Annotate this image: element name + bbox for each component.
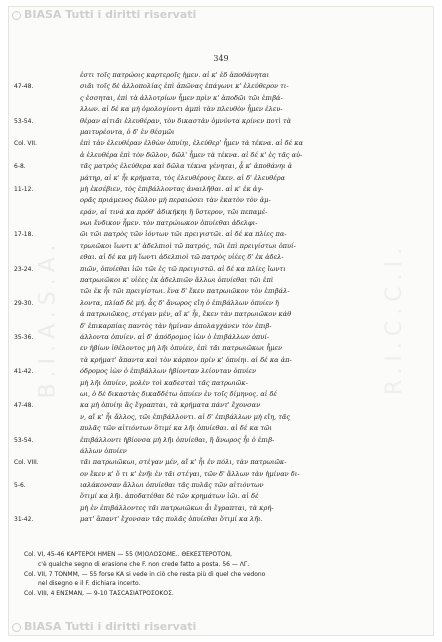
apparatus-note: Col. VI, 45-46 ΚΑΡΤΕΡΟΙ ΗΜΕΝ — 55 (Μ)ΟΛΟΣΟΜΕ.. ΘΕΚΕΣΤΕΡΟΤΟΝ, bbox=[24, 551, 233, 558]
text-line bbox=[8, 218, 434, 229]
text-line bbox=[8, 116, 434, 127]
text-line bbox=[8, 241, 434, 252]
text-line bbox=[8, 264, 434, 275]
text-line bbox=[8, 207, 434, 218]
copyright-seal-icon bbox=[12, 11, 21, 20]
text-line bbox=[8, 173, 434, 184]
watermark-top-text: BIASA Tutti i diritti riservati bbox=[24, 8, 197, 21]
line-text: λλων. αἱ δέ κα μὴ ὀμολογίοντι ἀμπὶ τὰν πλευθὸν ἦμεν ἐλευ- bbox=[80, 105, 283, 114]
text-line bbox=[8, 469, 434, 480]
text-line bbox=[8, 252, 434, 263]
greek-text-body bbox=[8, 70, 434, 526]
line-text: ορᾶς πριάμενος δῶλον μὴ περαιώσει τὰν ἑκατὸν τὸν ἀμ- bbox=[80, 196, 271, 205]
line-margin-ref: 23-24. bbox=[14, 265, 34, 273]
text-line bbox=[8, 127, 434, 138]
line-text: τρωιῶκοι ἴωντι κ' ἀδελπιοὶ τῶ πατρός, τῶι ἐπὶ πρειγίστωι ὀπυί- bbox=[80, 241, 296, 250]
text-line bbox=[8, 514, 434, 525]
line-text: μὴ ἐκσέβιεν, τὸς ἐπιβάλλοντας ἀναιλῆθαι. αἱ κ' ἐκ ἀγ- bbox=[80, 184, 264, 193]
watermark-side-right: R.I.C.C.I. bbox=[382, 241, 408, 396]
text-line bbox=[8, 366, 434, 377]
text-line bbox=[8, 435, 434, 446]
line-margin-ref: 11-12. bbox=[14, 185, 34, 193]
line-text: άλλοντα ὀπυίεν. αἱ δ' ἀπόδρομος ἰὼν ὁ ἐπιβάλλων ὀπυί- bbox=[80, 332, 270, 341]
text-line bbox=[8, 457, 434, 468]
text-line bbox=[8, 423, 434, 434]
line-text: ἁ ἐλευθέρα ἐπὶ τὸν δῶλον, δῶλ' ἦμεν τὰ τέκνα. αἱ δέ κ' ἐς τᾶς αὐ- bbox=[80, 150, 303, 159]
text-line bbox=[8, 378, 434, 389]
line-margin-ref: Col. VIII. bbox=[14, 459, 39, 467]
line-margin-ref: 41-42. bbox=[14, 368, 34, 376]
text-line bbox=[8, 138, 434, 149]
text-line bbox=[8, 446, 434, 457]
text-line bbox=[8, 275, 434, 286]
text-line bbox=[8, 298, 434, 309]
line-margin-ref: 31-42. bbox=[14, 516, 34, 524]
line-text: εράν, αἱ τινά κα πρόθ' ἀδικήκηι ἢ ὕστερον, τῶι πεπαμέ- bbox=[80, 207, 268, 216]
line-text: μὴ ἐν ἐπιβάλλοντες τᾶι πατρωιῶκωι ἆι ἔγραπται, τὰ κρή- bbox=[80, 503, 274, 512]
text-line bbox=[8, 184, 434, 195]
line-text: ὅτιμί κα λῆι. ἀποδατέθαι δὲ τῶν κρημάτων ἰῶι. αἱ δὲ bbox=[80, 492, 259, 501]
text-line bbox=[8, 389, 434, 400]
line-text: ἐστι τοῖς πατρώοις καρτεροῖς ἡμεν. αἱ κ' ἐδ ἀποθάνηται bbox=[80, 71, 270, 79]
line-text: ἁ πατρωιῶκος, στέγαν μέν, αἴ κ' ἦι, ἔκεν τὰν πατρωιῶκον κάθ bbox=[80, 310, 292, 319]
critical-apparatus bbox=[16, 550, 426, 599]
line-text: νωι ἔνδικον ἦμεν. τὸν πατρώιωκον ὀπυίεθαι ἀδελφι- bbox=[80, 219, 258, 228]
line-text: τῶι ἐκ ἦι τῶι πρειγίστωι. ἕνα δ' ἔκεν πατρωιῶκον τὸν ἐπιβάλ- bbox=[80, 287, 290, 296]
line-text: κα μὴ ὀπυίηι ἃς ἔγραπται, τὰ κρήματα πάντ' ἔχονσαν bbox=[80, 401, 261, 410]
text-line bbox=[8, 150, 434, 161]
text-line bbox=[8, 161, 434, 172]
text-line bbox=[8, 104, 434, 115]
line-text: ν, αἴ κ' ἦι ἄλλος, τῶι ἐπιβάλλοντι. αἱ δ' ἐπιβάλλων μὴ εἴη, τᾶς bbox=[80, 412, 291, 421]
line-text: λοντα, πλίαδ δὲ μή. ἆς δ' ἄνωρος εἴη ὁ ἐπιβάλλων ὀπυίεν ἢ bbox=[80, 298, 279, 307]
text-line bbox=[8, 321, 434, 332]
line-text: μαιτυρέοντα, ὁ δ' ἐν θέσμῶι bbox=[80, 127, 175, 136]
line-text: ωι, ὁ δὲ δικαστὰς δικαδδέτω ὀπυίεν ἐν τοῖς δίμηνος. αἱ δέ bbox=[80, 389, 277, 398]
line-text: ῶι τῶι πατρὸς τῶν ἰόντων τῶι πρειγιστῶι. αἱ δέ κα πλίες πα- bbox=[80, 230, 287, 239]
page-number: 349 bbox=[213, 54, 229, 63]
watermark-side-left: B.I.A.S.A. bbox=[35, 238, 61, 399]
line-margin-ref: 53-54. bbox=[14, 117, 34, 125]
text-line bbox=[8, 332, 434, 343]
line-text: ἐπιβάλλοντι ἡβίονσα μὴ λῆι ὀπυίεθαι, ἢ ἄνωρος ἦι ὁ ἐπιβ- bbox=[80, 435, 275, 444]
line-text: εθαι. αἱ δέ κα μὴ ἴωντι ἀδελπιοὶ τῶ πατρὸς υἱέες δ' ἐκ ἀδελ- bbox=[80, 253, 284, 262]
line-margin-ref: 47-48. bbox=[14, 83, 34, 91]
line-text: μάτηρ, αἱ κ' ἦι κρήματα, τὸς ἐλευθέρονς ἔκεν. αἱ δ' ἐλευθέρα bbox=[80, 173, 286, 182]
line-margin-ref: 35-36. bbox=[14, 333, 34, 341]
line-text: μὴ λῆι ὀπυίεν, μολὲν τοὶ καδεσταὶ τᾶς πατρωιῶκ- bbox=[80, 378, 248, 387]
line-text: ἐπὶ τὰν ἐλευθέραν ἐλθὼν ὀπυίηι, ἐλεύθερ' ἦμεν τὰ τέκνα. αἱ δέ κα bbox=[80, 139, 304, 148]
line-margin-ref: 17-18. bbox=[14, 231, 34, 239]
text-line bbox=[8, 503, 434, 514]
line-text: τᾶς ματρὸς ἐλεύθερα καὶ δῶλα τέκνα γένηται, ᾇ κ' ἀποθάνηι ἁ bbox=[80, 162, 293, 171]
text-line bbox=[8, 229, 434, 240]
text-line bbox=[8, 93, 434, 104]
text-line bbox=[8, 412, 434, 423]
line-margin-ref: Col. VII. bbox=[14, 140, 37, 148]
apparatus-note: nel disegno e il F. dichiara incerto. bbox=[38, 580, 141, 588]
line-text: ς ἐσσηται, ἐπὶ τὰ ἀλλοτρίων ἦμεν πρὶν κ' ἀποδῶι τῶι ἐπιβά- bbox=[80, 93, 283, 102]
apparatus-note: c'è qualche segno di erasione che F. non crede fatto a posta. 56 — ΛΓ. bbox=[38, 560, 250, 568]
text-line bbox=[8, 286, 434, 297]
text-line bbox=[8, 400, 434, 411]
line-text: τὰ κρήματ' ἅπαντα καὶ τὸν κάρπον πρίν κ' ὀπυίηι. αἱ δέ κα ἀπ- bbox=[80, 355, 292, 364]
watermark-top bbox=[8, 6, 212, 24]
line-text: σιᾶι τοῖς δὲ ἀλλοπολίας ἐπὶ ἀπῶνας ἐπάγωνι κ' ἐλεύθερον τι- bbox=[80, 82, 289, 91]
line-text: θέραν αἰτιᾶι ἐλευθέραν, τὸν δικαστὰν ὀμνύντα κρίνεν ποτὶ τὰ bbox=[80, 116, 292, 125]
line-margin-ref: 5-6. bbox=[14, 482, 26, 490]
line-text: ματ' ἅπαντ' ἔχονσαν τᾶς πυλᾶς ὀπυίεθαι ὅτιμί κα λῆι. bbox=[80, 515, 263, 524]
line-text: άλλων ὀπυίεν bbox=[80, 446, 127, 455]
line-text: πατρωιῶκοι κ' υἱέες ἐκ ἀδελπιῶν ἄλλωι ὀπυίεθαι τῶι ἐπὶ bbox=[80, 276, 274, 285]
line-margin-ref: 47-48. bbox=[14, 402, 34, 410]
text-line bbox=[8, 355, 434, 366]
line-margin-ref: 6-8. bbox=[14, 163, 26, 171]
watermark-bottom-text: BIASA Tutti i diritti riservati bbox=[24, 620, 197, 633]
line-margin-ref: 29-30. bbox=[14, 299, 34, 307]
text-line bbox=[8, 491, 434, 502]
line-margin-ref: 53-54. bbox=[14, 436, 34, 444]
line-text: πυλᾶς τῶν αἰτιόντων ὅτιμί κα λῆι ὀπυίεθαι. αἱ δέ κα τῶι bbox=[80, 424, 272, 433]
apparatus-note: Col. VIII, 4 ΕΝΣΜΑΝ, — 9-10 ΤΑΣCΑΣΙΑΤΡΟΣΟΚΟΣ. bbox=[24, 590, 174, 598]
copyright-seal-icon bbox=[12, 623, 21, 632]
text-line bbox=[8, 81, 434, 92]
document-page bbox=[8, 6, 434, 636]
line-text: όδρομος ἰὼν ὁ ἐπιβάλλων ἡβίονταν λείονταν ὀπυίεν bbox=[80, 367, 256, 376]
apparatus-note: Col. VII, 7 ΤΟΝΜΜ, — 55 forse ΚΑ si vede in ciò che resta più di quel che vedono bbox=[24, 570, 266, 578]
text-line bbox=[8, 195, 434, 206]
line-text: εν ἡβίων ἰθέλοντος μὴ λῆι ὀπυίεν, ἐπὶ τᾶι πατρωιῶκωι ἦμεν bbox=[80, 344, 283, 353]
text-line bbox=[8, 309, 434, 320]
line-text: τᾶι πατρωιῶκωι, στέγαν μέν, αἴ κ' ἦι ἐν πόλι, τὰν πατρωιῶκ- bbox=[80, 458, 287, 467]
watermark-bottom bbox=[8, 618, 212, 636]
line-text: ιαλάκονσαν ἄλλωι ὀπυίεθαι τᾶς πυλᾶς τῶν αἰτιόντων bbox=[80, 481, 264, 490]
line-text: πιῶν, ὀπυίεθαι ἰῶι τῶι ἐς τῶ πρειγιστῶ. αἱ δέ κα πλίες ἴωντι bbox=[80, 264, 286, 273]
text-line bbox=[8, 343, 434, 354]
text-line bbox=[8, 70, 434, 81]
text-line bbox=[8, 480, 434, 491]
line-text: δ' ἐπικαρπίας παντὸς τὰν ἡμίναν ἀπολαγχάνεν τὸν ἐπιβ- bbox=[80, 321, 272, 330]
line-text: ον ἔκεν κ' ὅ τι κ' ἐνῆι ἐν τᾶι στέγαι, τῶν δ' ἄλλων τὰν ἡμίναν δι- bbox=[80, 469, 300, 478]
